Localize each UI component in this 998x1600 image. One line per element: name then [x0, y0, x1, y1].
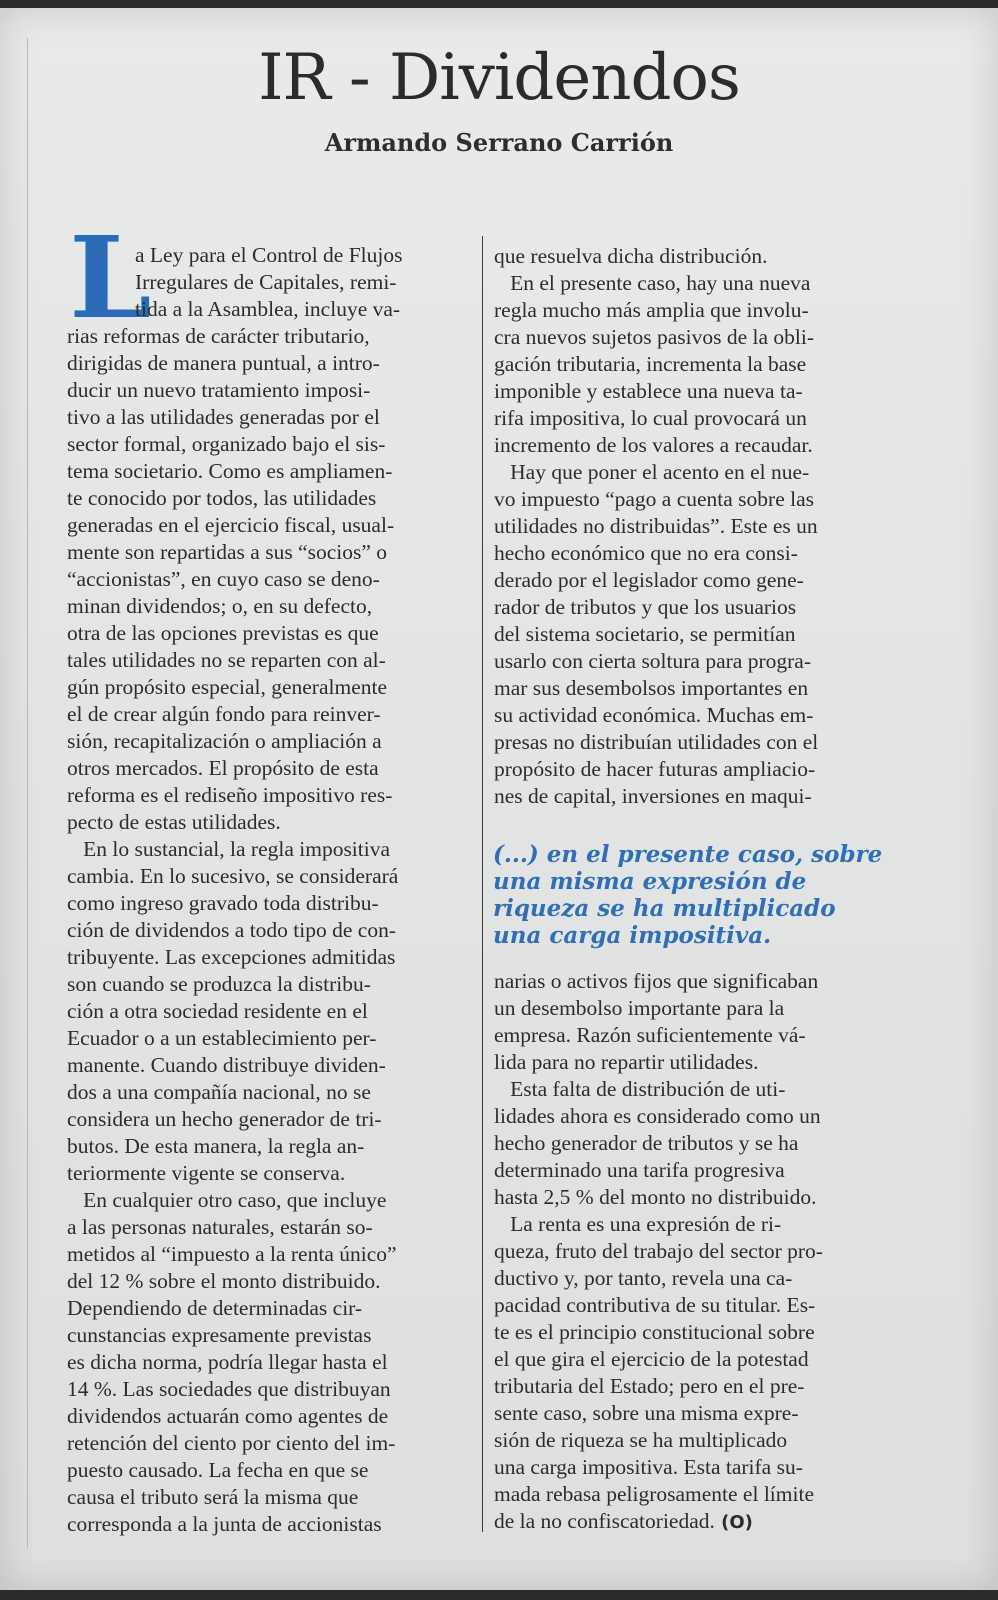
text-line: puesto causado. La fecha en que se: [67, 1458, 369, 1482]
text-line: gación tributaria, incrementa la base: [494, 352, 807, 376]
text-line: su actividad económica. Muchas em-: [494, 703, 814, 727]
text-line: el que gira el ejercicio de la potestad: [494, 1347, 809, 1371]
newspaper-page: [0, 8, 998, 1590]
text-line: te conocido por todos, las utilidades: [67, 486, 377, 510]
text-line: nes de capital, inversiones en maqui-: [494, 784, 812, 808]
text-line: empresa. Razón suficientemente vá-: [494, 1023, 806, 1047]
text-line: cra nuevos sujetos pasivos de la obli-: [494, 325, 815, 349]
text-line: pacidad contributiva de su titular. Es-: [494, 1293, 816, 1317]
text-line: dividendos actuarán como agentes de: [67, 1404, 389, 1428]
text-line: cambia. En lo sucesivo, se considerará: [67, 864, 399, 888]
text-line: teriormente vigente se conserva.: [67, 1161, 346, 1185]
drop-cap: L: [69, 213, 152, 344]
text-line: gún propósito especial, generalmente: [67, 675, 388, 699]
text-line: minan dividendos; o, en su defecto,: [67, 594, 373, 618]
text-line: tales utilidades no se reparten con al-: [67, 648, 386, 672]
text-line: tributaria del Estado; pero en el pre-: [494, 1374, 805, 1398]
text-line: del sistema societario, se permitían: [494, 622, 796, 646]
text-line: narias o activos fijos que significaban: [494, 969, 819, 993]
text-line: hecho económico que no era consi-: [494, 541, 798, 565]
text-line: del 12 % sobre el monto distribuido.: [67, 1269, 381, 1293]
text-line: tema societario. Como es ampliamen-: [67, 459, 393, 483]
article-author: Armando Serrano Carrión: [324, 128, 674, 157]
text-line: a las personas naturales, estarán so-: [67, 1215, 373, 1239]
text-line: rador de tributos y que los usuarios: [494, 595, 797, 619]
text-line: ción de dividendos a todo tipo de con-: [67, 918, 396, 942]
text-line: regla mucho más amplia que involu-: [494, 298, 809, 322]
text-line: butos. De esta manera, la regla an-: [67, 1134, 365, 1158]
text-line: En cualquier otro caso, que incluye: [67, 1188, 387, 1212]
end-mark: (O): [714, 1512, 753, 1533]
text-line: dos a una compañía nacional, no se: [67, 1080, 371, 1104]
text-line: determinado una tarifa progresiva: [494, 1158, 785, 1182]
text-line: una misma expresión de: [493, 868, 807, 895]
text-line: generadas en el ejercicio fiscal, usual-: [67, 513, 395, 537]
text-line: son cuando se produzca la distribu-: [67, 972, 371, 996]
text-line: corresponda a la junta de accionistas: [67, 1512, 382, 1536]
text-line: En el presente caso, hay una nueva: [494, 271, 811, 295]
pull-quote: [493, 841, 913, 949]
text-line: una carga impositiva.: [493, 922, 772, 949]
text-line: Esta falta de distribución de uti-: [494, 1077, 786, 1101]
text-line: imponible y establece una nueva ta-: [494, 379, 803, 403]
text-line: sión de riqueza se ha multiplicado: [494, 1428, 788, 1452]
text-line: lida para no repartir utilidades.: [494, 1050, 759, 1074]
text-line: dirigidas de manera puntual, a intro-: [67, 351, 380, 375]
text-line: reforma es el rediseño impositivo res-: [67, 783, 393, 807]
text-line: el de crear algún fondo para reinver-: [67, 702, 381, 726]
text-line: te es el principio constitucional sobre: [494, 1320, 815, 1344]
text-line: tida a la Asamblea, incluye va-: [135, 297, 401, 321]
text-line: mente son repartidas a sus “socios” o: [67, 540, 388, 564]
text-line: tribuyente. Las excepciones admitidas: [67, 945, 396, 969]
text-line: hasta 2,5 % del monto no distribuido.: [494, 1185, 817, 1209]
text-line: riqueza se ha multiplicado: [493, 895, 836, 922]
text-line: hecho generador de tributos y se ha: [494, 1131, 799, 1155]
text-line: metidos al “impuesto a la renta único”: [67, 1242, 397, 1266]
text-line: tivo a las utilidades generadas por el: [67, 405, 380, 429]
text-line: como ingreso gravado toda distribu-: [67, 891, 379, 915]
text-line: propósito de hacer futuras ampliacio-: [494, 757, 816, 781]
text-line: un desembolso importante para la: [494, 996, 785, 1020]
column-divider: [482, 236, 483, 1532]
text-line: usarlo con cierta soltura para progra-: [494, 649, 811, 673]
text-line: otra de las opciones previstas es que: [67, 621, 379, 645]
text-line: incremento de los valores a recaudar.: [494, 433, 813, 457]
text-line: mada rebasa peligrosamente el límite: [494, 1482, 814, 1506]
article-title: IR - Dividendos: [258, 41, 740, 115]
text-line: otros mercados. El propósito de esta: [67, 756, 379, 780]
margin-rule: [27, 38, 28, 1548]
text-line: ducir un nuevo tratamiento imposi-: [67, 378, 371, 402]
text-line: “accionistas”, en cuyo caso se deno-: [67, 567, 380, 591]
text-line: Ecuador o a un establecimiento per-: [67, 1026, 377, 1050]
text-line: (...) en el presente caso, sobre: [493, 841, 883, 868]
text-line: de la no confiscatoriedad. (O): [494, 1509, 753, 1533]
right-column-top: [494, 243, 904, 810]
text-line: a Ley para el Control de Flujos: [135, 243, 403, 267]
text-line: rias reformas de carácter tributario,: [67, 324, 370, 348]
text-line: lidades ahora es considerado como un: [494, 1104, 821, 1128]
text-line: sector formal, organizado bajo el sis-: [67, 432, 386, 456]
text-line: ductivo y, por tanto, revela una ca-: [494, 1266, 793, 1290]
text-line: sión, recapitalización o ampliación a: [67, 729, 382, 753]
text-line: es dicha norma, podría llegar hasta el: [67, 1350, 388, 1374]
text-line: presas no distribuían utilidades con el: [494, 730, 819, 754]
text-line: causa el tributo será la misma que: [67, 1485, 359, 1509]
text-line: pecto de estas utilidades.: [67, 810, 281, 834]
text-line: rifa impositiva, lo cual provocará un: [494, 406, 807, 430]
text-line: cunstancias expresamente previstas: [67, 1323, 372, 1347]
text-line: sente caso, sobre una misma expre-: [494, 1401, 799, 1425]
text-line: vo impuesto “pago a cuenta sobre las: [494, 487, 815, 511]
text-line: mar sus desembolsos importantes en: [494, 676, 809, 700]
text-line: que resuelva dicha distribución.: [494, 244, 768, 268]
text-line: La renta es una expresión de ri-: [494, 1212, 782, 1236]
left-column: [67, 242, 472, 1538]
text-line: En lo sustancial, la regla impositiva: [67, 837, 391, 861]
right-column-bottom: [494, 968, 904, 1535]
text-line: considera un hecho generador de tri-: [67, 1107, 382, 1131]
text-line: una carga impositiva. Esta tarifa su-: [494, 1455, 803, 1479]
text-line: Hay que poner el acento en el nue-: [494, 460, 810, 484]
text-line: Irregulares de Capitales, remi-: [135, 270, 397, 294]
text-line: 14 %. Las sociedades que distribuyan: [67, 1377, 391, 1401]
text-line: manente. Cuando distribuye dividen-: [67, 1053, 386, 1077]
text-line: queza, fruto del trabajo del sector pro-: [494, 1239, 823, 1263]
text-line: derado por el legislador como gene-: [494, 568, 804, 592]
text-line: ción a otra sociedad residente en el: [67, 999, 368, 1023]
text-line: retención del ciento por ciento del im-: [67, 1431, 396, 1455]
text-line: utilidades no distribuidas”. Este es un: [494, 514, 818, 538]
text-line: Dependiendo de determinadas cir-: [67, 1296, 363, 1320]
